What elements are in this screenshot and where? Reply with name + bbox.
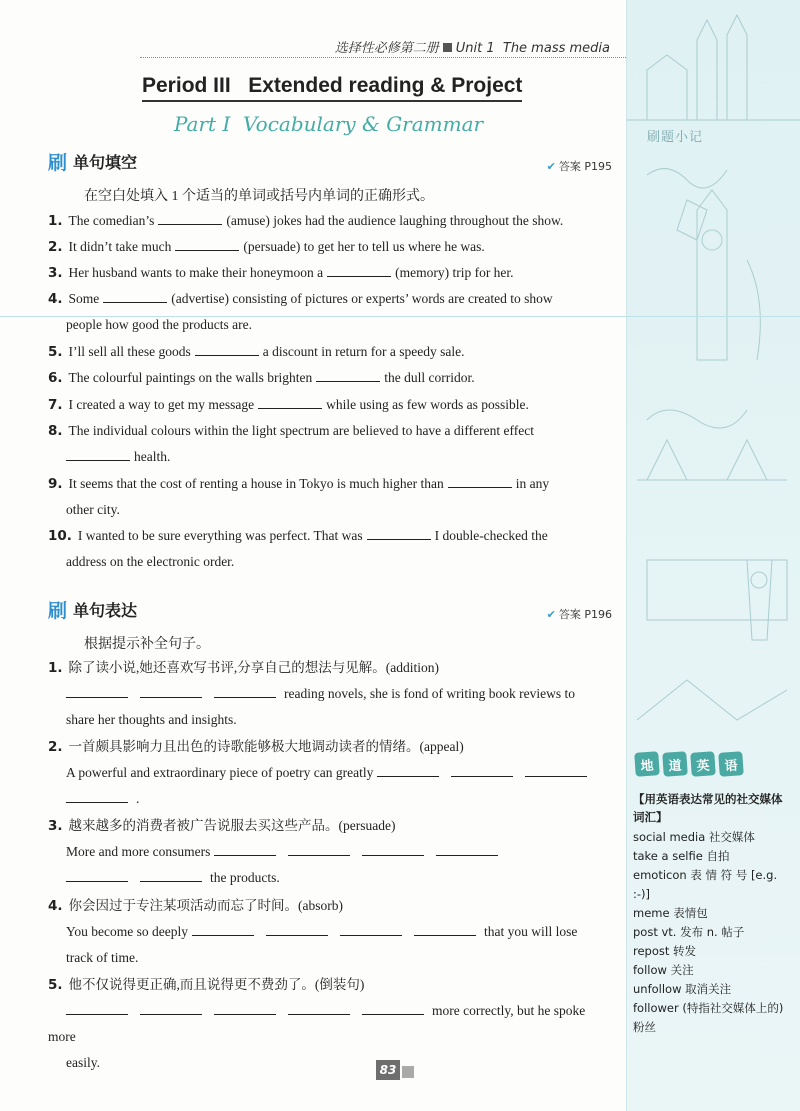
answer-blank[interactable] [258,394,322,409]
answer-blank[interactable] [175,236,239,251]
answer-blank[interactable] [214,683,276,698]
answer-blank[interactable] [66,683,128,698]
vocab-item: follow 关注 [633,963,694,977]
question-item: 1. The comedian’s (amuse) jokes had the audience laughing throughout the show. [48,208,612,234]
vocab-item: social media 社交媒体 [633,830,755,844]
answer-blank[interactable] [214,1000,276,1015]
question-item: 3. Her husband wants to make their honeymoon a (memory) trip for her. [48,260,612,286]
answer-blank[interactable] [266,921,328,936]
vocab-item: emoticon 表 情 符 号 [e.g. :-)] [633,868,778,901]
vocab-item: meme 表情包 [633,906,708,920]
badge-char: 地 [634,751,660,777]
question-item: 9. It seems that the cost of renting a house in Tokyo is much higher than in any other city. [48,471,612,523]
badge-char: 道 [662,751,688,777]
answer-blank[interactable] [362,1000,424,1015]
question-item: 10. I wanted to be sure everything was perfect. That was I double-checked the address on the electronic order. [48,523,612,575]
answer-blank[interactable] [377,762,439,777]
answer-blank[interactable] [66,788,128,803]
badge-char: 英 [690,751,716,777]
question-item: 5. 他不仅说得更正确,而且说得更不费劲了。(倒装句) more correctly, but he spoke more easily. [48,977,586,1070]
answer-blank[interactable] [362,841,424,856]
instruction: 根据提示补全句子。 [84,637,210,652]
answer-blank[interactable] [195,341,259,356]
question-item: 6. The colourful paintings on the walls brighten the dull corridor. [48,365,612,391]
answer-blank[interactable] [192,921,254,936]
notes-title: 刷题小记 [647,130,704,145]
vocab-box [633,790,793,1037]
question-item: 8. The individual colours within the light spectrum are believed to have a different effect health. [48,423,534,464]
instruction: 在空白处填入 1 个适当的单词或括号内单词的正确形式。 [84,189,434,204]
section-heading [48,148,137,175]
section-title: 单句表达 [73,601,138,620]
sidebar [626,0,800,1111]
page-title: Period III Extended reading & Project [142,74,522,102]
answer-blank[interactable] [327,262,391,277]
answer-blank[interactable] [66,446,130,461]
question-item: 2. 一首颇具影响力且出色的诗歌能够极大地调动读者的情绪。(appeal) A powerful and extraordinary piece of poetry can greatly . [48,734,612,812]
answer-blank[interactable] [451,762,513,777]
answer-blank[interactable] [158,210,222,225]
check-icon: ✔ [546,160,556,173]
answer-blank[interactable] [140,683,202,698]
answer-blank[interactable] [436,841,498,856]
answer-blank[interactable] [214,841,276,856]
question-item: 2. It didn’t take much (persuade) to get her to tell us where he was. [48,234,612,260]
part-title: Part I Vocabulary & Grammar [174,112,484,136]
answer-blank[interactable] [66,1000,128,1015]
badge-char: 语 [718,751,744,777]
vocab-item: take a selfie 自拍 [633,849,730,863]
answer-blank[interactable] [66,867,128,882]
check-icon: ✔ [546,608,556,621]
question-item: 1. 除了读小说,她还喜欢写书评,分享自己的想法与见解。(addition) reading novels, she is fond of writing book reviews to share her thoughts and insights. [48,660,575,727]
vocab-item: repost 转发 [633,944,697,958]
section-heading [48,596,137,623]
answer-blank[interactable] [340,921,402,936]
question-item: 4. 你会因过于专注某项活动而忘了时间。(absorb) You become so deeply that you will lose track of time. [48,898,578,965]
answer-blank[interactable] [140,1000,202,1015]
running-header [335,37,610,56]
brush-mark-icon: 刷 [48,152,68,174]
section-title: 单句填空 [73,153,138,172]
badge-row [635,752,743,776]
topic-label: The mass media [502,41,610,56]
answer-blank[interactable] [448,473,512,488]
book-name: 选择性必修第二册 [334,41,439,56]
question-item: 7. I created a way to get my message while using as few words as possible. [48,392,612,418]
vocab-item: post vt. 发布 n. 帖子 [633,925,745,939]
vocab-box-title: 【用英语表达常见的社交媒体词汇】 [633,792,783,824]
answer-blank[interactable] [288,1000,350,1015]
answer-blank[interactable] [140,867,202,882]
question-item: 5. I’ll sell all these goods a discount in return for a speedy sale. [48,339,612,365]
vocab-item: unfollow 取消关注 [633,982,732,996]
answer-blank[interactable] [367,525,431,540]
answer-blank[interactable] [316,367,380,382]
brush-mark-icon: 刷 [48,600,68,622]
answer-ref: ✔ 答案 P195 [546,160,612,173]
answer-blank[interactable] [414,921,476,936]
page-number-decoration [402,1066,414,1078]
question-item: 4. Some (advertise) consisting of pictures or experts’ words are created to show people how good the products are. [48,286,612,338]
answer-blank[interactable] [103,288,167,303]
page-number: 83 [376,1060,400,1080]
question-item: 3. 越来越多的消费者被广告说服去买这些产品。(persuade) More and more consumers the products. [48,813,612,891]
answer-blank[interactable] [525,762,587,777]
sketch-illustration [627,0,800,760]
vocab-item: follower (特指社交媒体上的)粉丝 [633,1001,784,1034]
answer-blank[interactable] [288,841,350,856]
square-icon [443,43,452,52]
answer-ref: ✔ 答案 P196 [546,608,612,621]
header-rule [140,57,626,58]
unit-label: Unit 1 [455,41,495,56]
